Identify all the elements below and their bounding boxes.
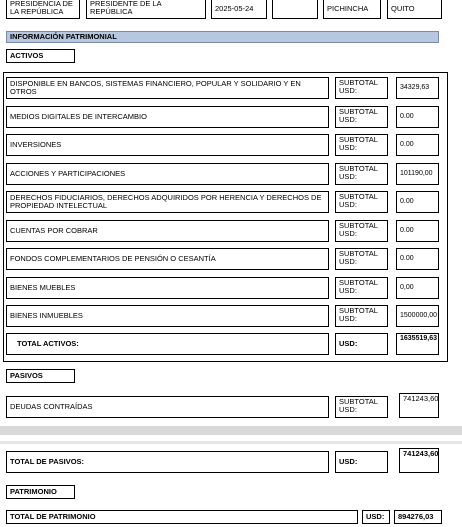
pasivos-row-label: DEUDAS CONTRAÍDAS [6, 396, 329, 418]
activos-row-value: 101190,00 [396, 163, 439, 185]
activos-row-label: BIENES INMUEBLES [6, 305, 329, 327]
pasivos-title: PASIVOS [6, 369, 75, 383]
total-patrimonio-value: 894276,03 [394, 510, 442, 524]
total-pasivos-usd: USD: [335, 451, 388, 473]
activos-row-value: 0.00 [396, 134, 439, 156]
header-cell-position: PRESIDENTE DE LA REPÚBLICA [86, 0, 206, 19]
activos-row-subtotal-label: SUBTOTAL USD: [335, 163, 388, 185]
activos-row-subtotal-label: SUBTOTAL USD: [335, 305, 388, 327]
activos-row-subtotal-label: SUBTOTAL USD: [335, 248, 388, 270]
activos-row-subtotal-label: SUBTOTAL USD: [335, 220, 388, 242]
header-cell-province: PICHINCHA [323, 0, 381, 19]
activos-row-value: 1500000,00 [396, 305, 439, 327]
activos-row-subtotal-label: SUBTOTAL USD: [335, 277, 388, 299]
section-title: INFORMACIÓN PATRIMONIAL [6, 31, 439, 43]
pasivos-row-subtotal-label: SUBTOTAL USD: [335, 396, 388, 418]
activos-row-label: BIENES MUEBLES [6, 277, 329, 299]
activos-row-label: INVERSIONES [6, 134, 329, 156]
total-activos-value: 1635519,63 [396, 333, 439, 355]
total-patrimonio-usd: USD: [362, 510, 390, 524]
activos-row-value: 0.00 [396, 248, 439, 270]
page-break-band-lower [0, 441, 462, 444]
activos-row-subtotal-label: SUBTOTAL USD: [335, 134, 388, 156]
activos-title: ACTIVOS [6, 49, 75, 63]
activos-row-label: FONDOS COMPLEMENTARIOS DE PENSIÓN O CESANTÍA [6, 248, 329, 270]
pasivos-row-value: 741243,60 [399, 393, 439, 418]
activos-row-value: 34329,63 [396, 77, 439, 99]
header-cell-city: QUITO [387, 0, 442, 19]
total-activos-label: TOTAL ACTIVOS: [6, 333, 329, 355]
activos-row-subtotal-label: SUBTOTAL USD: [335, 106, 388, 128]
total-pasivos-label: TOTAL DE PASIVOS: [6, 451, 329, 473]
activos-row-subtotal-label: SUBTOTAL USD: [335, 77, 388, 99]
total-pasivos-value: 741243,60 [399, 448, 439, 473]
activos-row-subtotal-label: SUBTOTAL USD: [335, 191, 388, 213]
activos-row-label: DISPONIBLE EN BANCOS, SISTEMAS FINANCIERO, POPULAR Y SOLIDARIO Y EN OTROS [6, 77, 329, 99]
page-break-band [0, 426, 462, 435]
activos-row-value: 0.00 [396, 220, 439, 242]
activos-row-label: CUENTAS POR COBRAR [6, 220, 329, 242]
total-patrimonio-label: TOTAL DE PATRIMONIO [6, 510, 358, 524]
activos-row-value: 0.00 [396, 191, 439, 213]
header-cell-empty [272, 0, 318, 19]
activos-row-value: 0,00 [396, 277, 439, 299]
activos-row-label: DERECHOS FIDUCIARIOS, DERECHOS ADQUIRIDOS POR HERENCIA Y DERECHOS DE PROPIEDAD INTELECTUAL [6, 191, 329, 213]
activos-row-label: ACCIONES Y PARTICIPACIONES [6, 163, 329, 185]
activos-row-label: MEDIOS DIGITALES DE INTERCAMBIO [6, 106, 329, 128]
total-activos-usd: USD: [335, 333, 388, 355]
header-cell-date: 2025-05-24 [211, 0, 267, 19]
activos-row-value: 0.00 [396, 106, 439, 128]
patrimonio-title: PATRIMONIO [6, 485, 75, 499]
header-cell-institution: PRESIDENCIA DE LA REPÚBLICA [6, 0, 80, 19]
